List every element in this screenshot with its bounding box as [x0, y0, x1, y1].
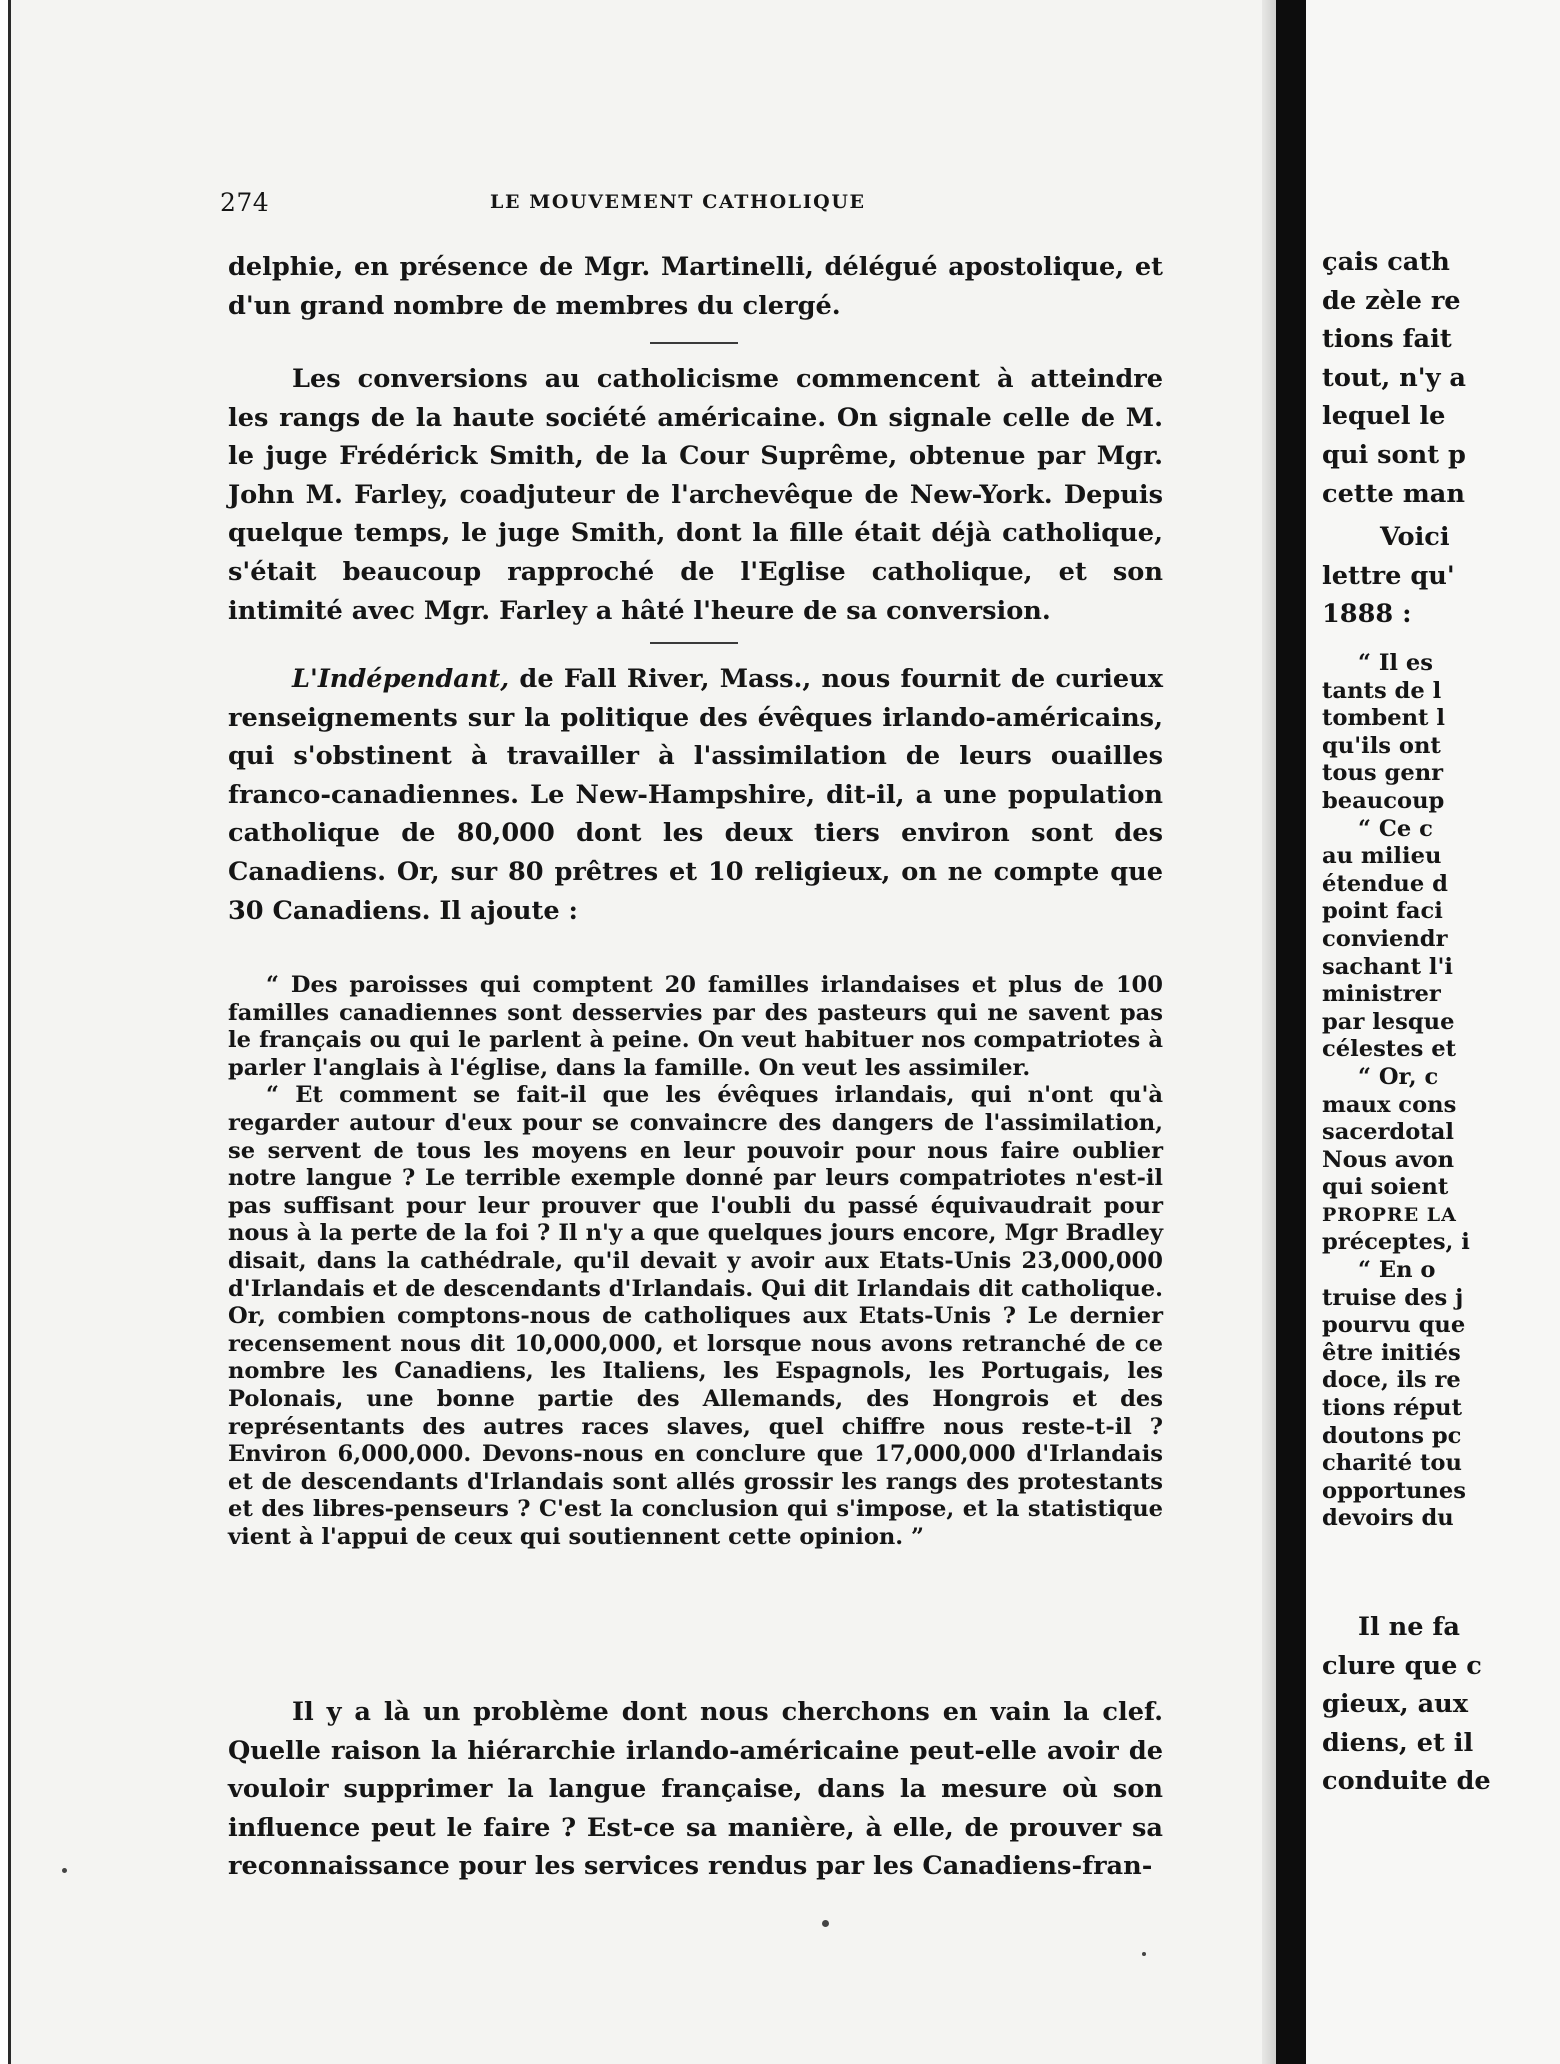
- text-line: charité tou: [1322, 1450, 1462, 1477]
- text-line: être initiés: [1322, 1339, 1461, 1366]
- text-line: devoirs du: [1322, 1505, 1454, 1532]
- scan-speck: [62, 1868, 67, 1873]
- text-line: conduite de: [1322, 1766, 1491, 1797]
- scan-speck: [1142, 1952, 1146, 1956]
- text-line: ministrer: [1322, 981, 1441, 1008]
- text-line: préceptes, i: [1322, 1229, 1470, 1256]
- paragraph-independant: [228, 660, 1163, 930]
- text-line: Nous avon: [1322, 1146, 1454, 1173]
- text-line: qui soient: [1322, 1174, 1449, 1201]
- text-line: truise des j: [1322, 1284, 1464, 1311]
- right-page-text-block-3: [1322, 650, 1552, 1533]
- text-line: sachant l'i: [1322, 953, 1453, 980]
- text-line: tants de l: [1322, 677, 1442, 704]
- text-line: gieux, aux: [1322, 1689, 1469, 1720]
- running-title: LE MOUVEMENT CATHOLIQUE: [490, 191, 866, 213]
- text-line: lequel le: [1322, 401, 1446, 432]
- right-page-text-block-1: [1322, 243, 1552, 513]
- newspaper-title: L'Indépendant,: [292, 664, 510, 694]
- text-line: “ En o: [1358, 1257, 1436, 1284]
- book-gutter: [1276, 0, 1306, 2064]
- page-number: 274: [220, 188, 270, 217]
- text-line: sacerdotal: [1322, 1119, 1454, 1146]
- paragraph-text: Les conversions au catholicisme commencent à atteindre les rangs de la haute société américaine. On signale celle de M. le juge Frédérick Smith, de la Cour Suprême, obtenue par Mgr. John M. Farley, coadjuteur de l'archevêque de New-York. Depuis quelque temps, le juge Smith, dont la fille était déjà catholique, s'était beaucoup rapproché de l'Eglise catholique, et son intimité avec Mgr. Farley a hâté l'heure de sa conversion.: [228, 364, 1163, 626]
- text-line: tombent l: [1322, 705, 1445, 732]
- text-line: étendue d: [1322, 870, 1448, 897]
- text-line: “ Or, c: [1358, 1063, 1439, 1090]
- text-line: çais cath: [1322, 247, 1450, 277]
- paragraph-text: Il y a là un problème dont nous cherchons en vain la clef. Quelle raison la hiérarchie irlando-américaine peut-elle avoir de vouloir supprimer la langue française, dans la mesure où son influence peut le faire ? Est-ce sa manière, à elle, de prouver sa reconnaissance pour les services rendus par les Canadiens-fran-: [228, 1697, 1163, 1882]
- text-line: beaucoup: [1322, 787, 1445, 814]
- text-line: au milieu: [1322, 843, 1442, 870]
- quote-paragraph: “ Et comment se fait-il que les évêques irlandais, qui n'ont qu'à regarder autour d'eux pour se convaincre des dangers de l'assimilation, se servent de tous les moyens en leur pouvoir pour nous faire oublier notre langue ? Le terrible exemple donné par leurs compatriotes n'est-il pas suffisant pour leur prouver que l'oubli du passé équivaudrait pour nous à la perte de la foi ? Il n'y a que quelques jours encore, Mgr Bradley disait, dans la cathédrale, qu'il devait y avoir aux Etats-Unis 23,000,000 d'Irlandais et de descendants d'Irlandais. Qui dit Irlandais dit catholique. Or, combien comptons-nous de catholiques aux Etats-Unis ? Le dernier recensement nous dit 10,000,000, et lorsque nous avons retranché de ce nombre les Canadiens, les Italiens, les Espagnols, les Portugais, les Polonais, une bonne partie des Allemands, des Hongrois et des représentants des autres races slaves, quel chiffre nous reste-t-il ? Environ 6,000,000. Devons-nous en conclure que 17,000,000 d'Irlandais et de descendants d'Irlandais sont allés grossir les rangs des protestants et des libres-penseurs ? C'est la conclusion qui s'impose, et la statistique vient à l'appui de ceux qui soutiennent cette opinion. ”: [228, 1082, 1163, 1550]
- text-line: “ Ce c: [1358, 815, 1433, 842]
- right-page-text-block-4: [1322, 1608, 1552, 1801]
- text-line: “ Il es: [1358, 650, 1433, 676]
- text-line: célestes et: [1322, 1036, 1457, 1063]
- text-line: clure que c: [1322, 1650, 1482, 1681]
- section-divider: [650, 342, 738, 344]
- running-header: [220, 188, 1120, 218]
- text-line: opportunes: [1322, 1477, 1467, 1504]
- text-line: tout, n'y a: [1322, 362, 1466, 393]
- paragraph-probleme: [228, 1693, 1163, 1886]
- quote-paragraph: “ Des paroisses qui comptent 20 familles irlandaises et plus de 100 familles canadiennes sont desservies par des pasteurs qui ne savent pas le français ou qui le parlent à peine. On veut habituer nos compatriotes à parler l'anglais à l'église, dans la famille. On veut les assimiler.: [228, 972, 1163, 1081]
- text-line: diens, et il: [1322, 1727, 1474, 1758]
- paragraph-conversions: [228, 360, 1163, 630]
- text-line: 1888 :: [1322, 599, 1412, 630]
- text-line: qui sont p: [1322, 439, 1466, 470]
- text-line: PROPRE LA: [1322, 1203, 1457, 1226]
- text-line: tions réput: [1322, 1395, 1463, 1422]
- text-line: Voici: [1380, 522, 1450, 552]
- section-divider: [650, 642, 738, 644]
- text-line: pourvu que: [1322, 1312, 1466, 1339]
- text-line: qu'ils ont: [1322, 732, 1441, 759]
- text-line: doce, ils re: [1322, 1367, 1461, 1394]
- text-line: maux cons: [1322, 1091, 1457, 1118]
- text-line: conviendr: [1322, 925, 1448, 952]
- text-line: tions fait: [1322, 324, 1452, 355]
- scan-speck: [822, 1920, 829, 1927]
- text-line: tous genr: [1322, 760, 1444, 787]
- text-line: Il ne fa: [1358, 1612, 1461, 1642]
- paragraph-text: delphie, en présence de Mgr. Martinelli, délégué apostolique, et d'un grand nombre de membres du clergé.: [228, 252, 1163, 321]
- text-line: cette man: [1322, 478, 1465, 509]
- text-line: lettre qu': [1322, 560, 1455, 591]
- paragraph-continuation: [228, 248, 1163, 325]
- right-page-text-block-2: [1322, 518, 1552, 634]
- paragraph-text: L'Indépendant, de Fall River, Mass., nous fournit de curieux renseignements sur la politique des évêques irlando-américains, qui s'obstinent à travailler à l'assimilation de leurs ouailles franco-canadiennes. Le New-Hampshire, dit-il, a une population catholique de 80,000 dont les deux tiers environ sont des Canadiens. Or, sur 80 prêtres et 10 religieux, on ne compte que 30 Canadiens. Il ajoute :: [228, 664, 1163, 926]
- quotation-block: [228, 972, 1163, 1551]
- text-line: par lesque: [1322, 1008, 1455, 1035]
- text-line: point faci: [1322, 898, 1443, 925]
- text-line: doutons pc: [1322, 1422, 1462, 1449]
- text-line: de zèle re: [1322, 285, 1461, 316]
